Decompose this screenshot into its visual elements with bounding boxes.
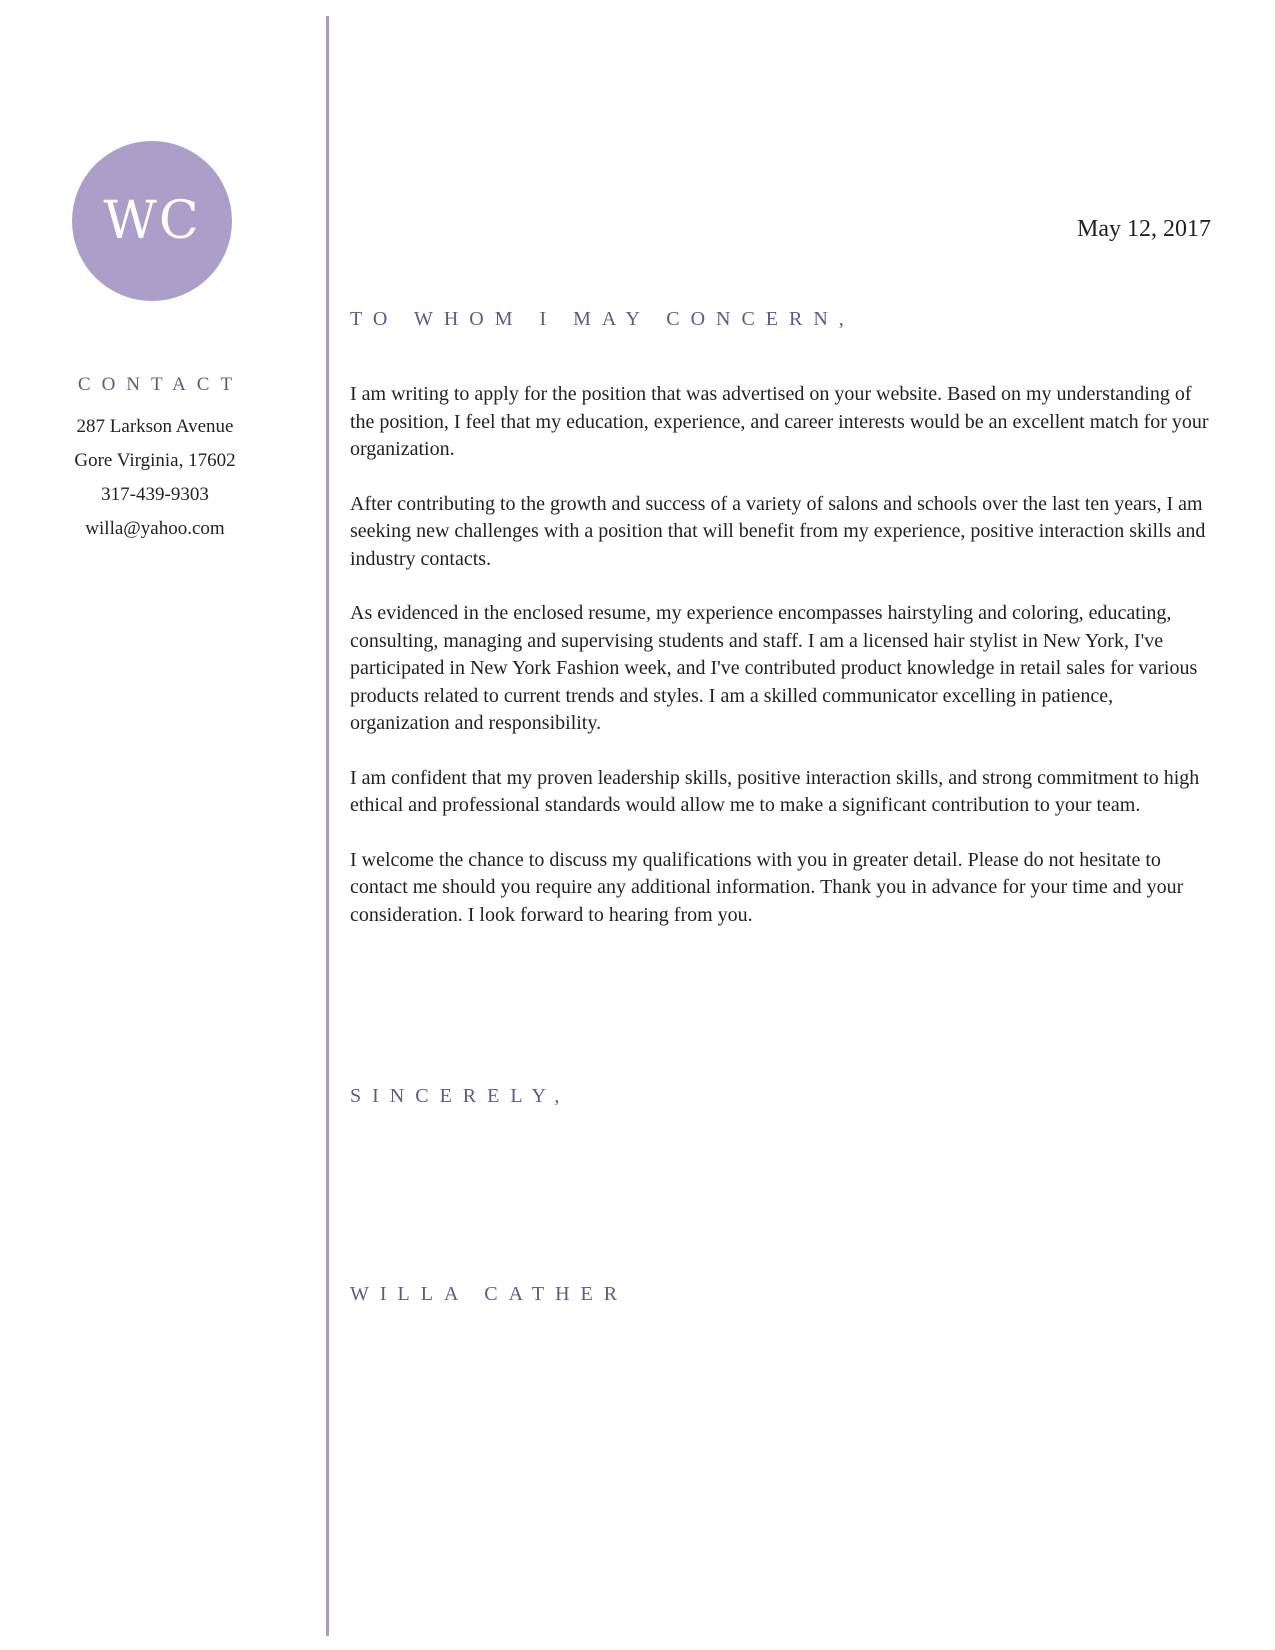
closing: SINCERELY, — [350, 1085, 571, 1107]
vertical-divider — [326, 16, 329, 1636]
paragraph: I welcome the chance to discuss my qualifications with you in greater detail. Please do not hesitate to contact me should you require any additional information. Thank you in advance for your time and your consideration. I look forward to hearing from you. — [350, 848, 1184, 926]
contact-email: willa@yahoo.com — [85, 518, 225, 539]
contact-city: Gore Virginia, 17602 — [74, 450, 236, 471]
monogram-initials: WC — [103, 191, 201, 251]
letter-date: May 12, 2017 — [1077, 216, 1211, 242]
paragraph: As evidenced in the enclosed resume, my experience encompasses hairstyling and coloring, educating, consulting, managing and supervising students and staff. I am a licensed hair stylist in New York, I've participated in New York Fashion week, and I've contributed product knowledge in retail sales for various products related to current trends and styles. I am a skilled communicator excelling in patience, organization and responsibility. — [350, 602, 1198, 734]
paragraph: After contributing to the growth and success of a variety of salons and schools over the last ten years, I am seeking new challenges with a position that will benefit from my experience, positive interaction skills and industry contacts. — [350, 492, 1206, 570]
monogram-circle — [72, 141, 232, 301]
contact-address: 287 Larkson Avenue — [76, 416, 234, 437]
paragraph: I am confident that my proven leadership skills, positive interaction skills, and strong commitment to high ethical and professional standards would allow me to make a significant contribution to your team. — [350, 766, 1200, 816]
salutation: TO WHOM I MAY CONCERN, — [350, 308, 855, 330]
contact-phone: 317-439-9303 — [101, 484, 209, 505]
contact-block — [40, 374, 270, 546]
paragraph: I am writing to apply for the position that was advertised on your website. Based on my understanding of the position, I feel that my education, experience, and career interests would be an excellent match for your organization. — [350, 383, 1209, 460]
letter-body — [350, 381, 1210, 956]
signature-name: WILLA CATHER — [350, 1283, 629, 1305]
contact-heading: CONTACT — [77, 374, 244, 395]
